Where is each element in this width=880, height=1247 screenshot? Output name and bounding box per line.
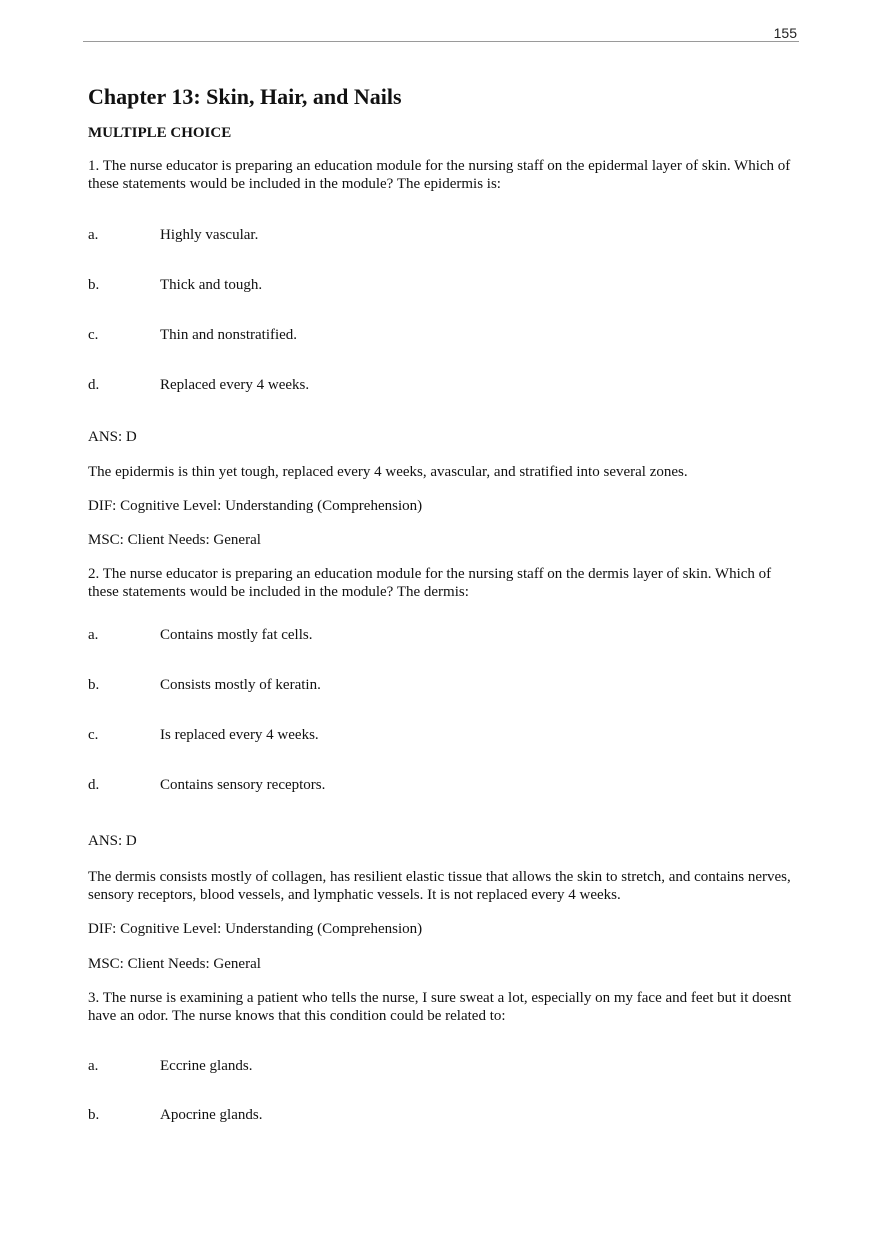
question-3-option-a [88, 1057, 804, 1075]
question-1-text: 1. The nurse educator is preparing an education module for the nursing staff on the epidermal layer of skin. Which of these statements would be included in the module? The epidermis is: [88, 158, 791, 192]
page-number: 155 [773, 25, 797, 41]
option-text: Contains mostly fat cells. [160, 627, 313, 643]
option-letter: a. [88, 627, 99, 643]
question-2-rationale: The dermis consists mostly of collagen, has resilient elastic tissue that allows the skin to stretch, and contains nerves, sensory receptors, blood vessels, and lymphatic vessels. It is not replaced every 4 weeks. [88, 869, 791, 903]
option-letter: d. [88, 377, 100, 393]
question-2-dif: DIF: Cognitive Level: Understanding (Comprehension) [88, 921, 423, 937]
question-2-option-a [88, 626, 804, 644]
option-letter: b. [88, 277, 100, 293]
option-text: Consists mostly of keratin. [160, 677, 321, 693]
option-text: Highly vascular. [160, 227, 259, 243]
option-letter: a. [88, 1058, 99, 1074]
option-letter: c. [88, 327, 99, 343]
question-1-msc: MSC: Client Needs: General [88, 532, 261, 548]
section-heading: MULTIPLE CHOICE [88, 125, 232, 141]
option-text: Contains sensory receptors. [160, 777, 326, 793]
question-2-option-b [88, 676, 804, 694]
option-text: Thin and nonstratified. [160, 327, 298, 343]
option-letter: b. [88, 1107, 100, 1123]
option-letter: b. [88, 677, 100, 693]
option-text: Replaced every 4 weeks. [160, 377, 310, 393]
option-letter: d. [88, 777, 100, 793]
question-3-option-b [88, 1106, 804, 1124]
question-2-option-d [88, 776, 804, 794]
option-text: Is replaced every 4 weeks. [160, 727, 319, 743]
question-1-option-a [88, 226, 804, 244]
question-1-answer: ANS: D [88, 429, 137, 445]
chapter-title: Chapter 13: Skin, Hair, and Nails [88, 84, 402, 109]
question-2-msc: MSC: Client Needs: General [88, 956, 261, 972]
document-body [88, 84, 804, 1124]
option-letter: c. [88, 727, 99, 743]
option-text: Apocrine glands. [160, 1107, 263, 1123]
question-1-option-b [88, 276, 804, 294]
question-3-text: 3. The nurse is examining a patient who tells the nurse, I sure sweat a lot, especially on my face and feet but it doesnt have an odor. The nurse knows that this condition could be related to: [88, 990, 792, 1024]
option-letter: a. [88, 227, 99, 243]
question-1-option-c [88, 326, 804, 344]
question-1-rationale: The epidermis is thin yet tough, replaced every 4 weeks, avascular, and stratified into several zones. [88, 464, 688, 480]
option-text: Thick and tough. [160, 277, 263, 293]
question-1-option-d [88, 376, 804, 394]
question-2-answer: ANS: D [88, 833, 137, 849]
option-text: Eccrine glands. [160, 1058, 253, 1074]
question-2-option-c [88, 726, 804, 744]
question-1-dif: DIF: Cognitive Level: Understanding (Comprehension) [88, 498, 423, 514]
header-rule [83, 41, 799, 42]
question-2-text: 2. The nurse educator is preparing an education module for the nursing staff on the dermis layer of skin. Which of these statements would be included in the module? The dermis: [88, 566, 772, 600]
